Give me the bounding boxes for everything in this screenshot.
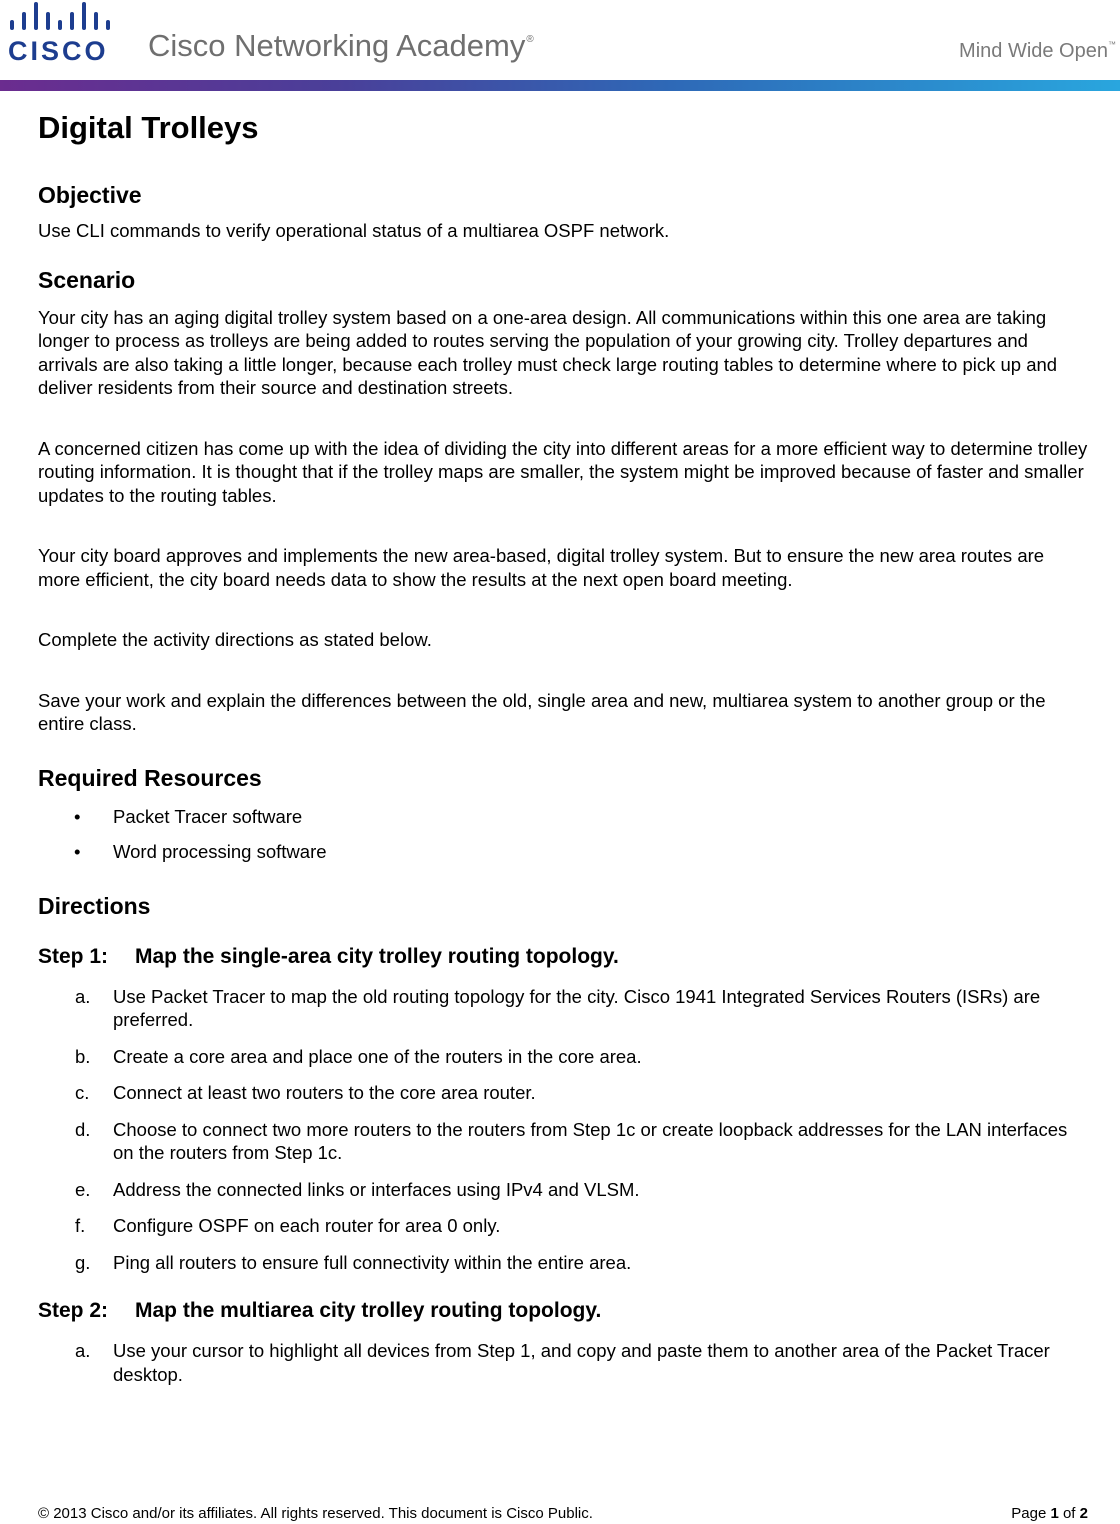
scenario-paragraph: A concerned citizen has come up with the idea of dividing the city into different areas for a more efficient way to determine trolley routing information. It is thought that if the trolley maps are smaller, the system might be improved because of faster and smaller updates to the routing tables. <box>38 437 1088 506</box>
scenario-paragraph: Your city has an aging digital trolley system based on a one-area design. All communications within this one area are taking longer to process as trolleys are being added to routes serving the population of your growing city. Trolley departures and arrivals are also taking a little longer, because each trolley must check large routing tables to determine where to pick up and deliver residents from their source and destination streets. <box>38 306 1058 398</box>
registered-mark: ® <box>526 34 534 45</box>
document-body <box>38 104 1088 1386</box>
list-item-text: Packet Tracer software <box>113 805 303 827</box>
list-item <box>38 1045 1088 1069</box>
cisco-bars-icon <box>8 2 116 36</box>
list-item <box>38 1118 1088 1165</box>
header-gradient-rule <box>0 80 1120 91</box>
page-prefix: Page <box>1011 1505 1051 1522</box>
list-item-text: Word processing software <box>113 841 327 862</box>
list-item <box>38 1251 1088 1275</box>
item-letter: c. <box>75 1082 90 1103</box>
item-text: Use your cursor to highlight all devices from Step 1, and copy and paste them to another area of the Packet Tracer desktop. <box>113 1340 1050 1385</box>
objective-text: Use CLI commands to verify operational status of a multiarea OSPF network. <box>38 220 670 241</box>
list-item <box>38 840 1088 864</box>
item-text: Create a core area and place one of the routers in the core area. <box>113 1045 642 1067</box>
scenario-paragraph: Your city board approves and implements the new area-based, digital trolley system. But to ensure the new area routes are more efficient, the city board needs data to show the results at the next open board meeting. <box>38 545 1045 590</box>
tagline-text: Mind Wide Open <box>959 40 1108 62</box>
copyright-notice: © 2013 Cisco and/or its affiliates. All rights reserved. This document is Cisco Public. <box>38 1505 593 1522</box>
page-of: of <box>1058 1505 1080 1522</box>
item-letter: b. <box>75 1045 91 1067</box>
resources-heading: Required Resources <box>38 764 262 791</box>
step-number: Step 2: <box>38 1299 109 1322</box>
step-1-list <box>38 985 1088 1275</box>
tagline <box>959 40 1116 63</box>
directions-heading: Directions <box>38 892 151 919</box>
item-letter: d. <box>75 1118 91 1140</box>
list-item <box>38 1339 1088 1386</box>
list-item <box>38 1178 1088 1202</box>
list-item <box>38 1081 1088 1105</box>
item-letter: a. <box>75 985 91 1007</box>
scenario-heading: Scenario <box>38 266 136 293</box>
item-text: Choose to connect two more routers to the routers from Step 1c or create loopback addresses for the LAN interfaces on the routers from Step 1c. <box>113 1118 1068 1163</box>
page-title: Digital Trolleys <box>38 110 259 145</box>
bullet-icon: • <box>74 805 81 827</box>
step-number: Step 1: <box>38 944 109 968</box>
step-title: Map the single-area city trolley routing topology. <box>135 944 619 968</box>
step-title: Map the multiarea city trolley routing topology. <box>135 1299 602 1322</box>
step-1-heading <box>38 944 1088 970</box>
item-letter: e. <box>75 1178 91 1200</box>
item-text: Address the connected links or interfaces using IPv4 and VLSM. <box>113 1178 640 1200</box>
resources-list <box>38 805 1088 864</box>
list-item <box>38 805 1088 829</box>
item-letter: g. <box>75 1251 91 1273</box>
item-text: Use Packet Tracer to map the old routing topology for the city. Cisco 1941 Integrated Services Routers (ISRs) are preferred. <box>113 985 1041 1030</box>
cisco-logo <box>8 2 118 64</box>
cisco-wordmark: CISCO <box>8 36 109 66</box>
trademark-mark: ™ <box>1108 40 1116 49</box>
item-letter: f. <box>75 1215 86 1236</box>
item-letter: a. <box>75 1340 91 1361</box>
page-header <box>0 0 1120 92</box>
bullet-icon: • <box>74 841 81 862</box>
step-2-heading <box>38 1298 1088 1324</box>
scenario-paragraph: Save your work and explain the differences between the old, single area and new, multiarea system to another group or the entire class. <box>38 689 1046 734</box>
academy-title-text: Cisco Networking Academy <box>148 28 526 63</box>
page-current: 1 <box>1050 1505 1059 1522</box>
academy-title <box>148 28 534 64</box>
page-total: 2 <box>1079 1505 1088 1522</box>
item-text: Ping all routers to ensure full connectivity within the entire area. <box>113 1251 632 1273</box>
list-item <box>38 1214 1088 1238</box>
item-text: Configure OSPF on each router for area 0 only. <box>113 1215 501 1236</box>
step-2-list <box>38 1339 1088 1386</box>
objective-heading: Objective <box>38 182 142 208</box>
scenario-paragraph: Complete the activity directions as stated below. <box>38 629 432 650</box>
item-text: Connect at least two routers to the core area router. <box>113 1082 536 1103</box>
page-number <box>1011 1505 1088 1523</box>
list-item <box>38 985 1088 1032</box>
